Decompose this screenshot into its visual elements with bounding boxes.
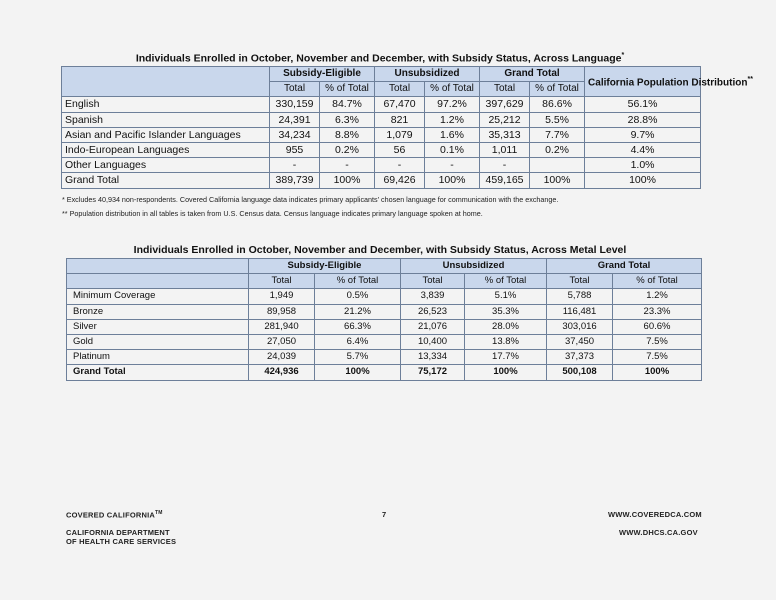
table1-title-footnote-mark: * <box>621 52 625 59</box>
table2-group-header-row <box>67 259 702 274</box>
table2-cell: 35.3% <box>465 304 547 319</box>
table1-cell: 0.2% <box>320 142 375 157</box>
table2-row-label: Grand Total <box>67 365 249 380</box>
table2-cell: 66.3% <box>315 319 401 334</box>
table1-cell: 1.0% <box>585 158 701 173</box>
footer-url-dhcs[interactable]: WWW.DHCS.CA.GOV <box>619 528 698 537</box>
table2-cell: 100% <box>465 365 547 380</box>
table2-cell: 6.4% <box>315 334 401 349</box>
table1-subheader: Total <box>480 82 530 97</box>
table2-cell: 100% <box>315 365 401 380</box>
table1-title-text: Individuals Enrolled in October, November and December, with Subsidy Status, Across Language <box>135 52 622 65</box>
table2-row-label: Minimum Coverage <box>67 289 249 304</box>
table1-row-label: Grand Total <box>62 173 270 188</box>
table2-cell: 500,108 <box>547 365 613 380</box>
table1-cell: 1,011 <box>480 142 530 157</box>
table2-group-header: Subsidy-Eligible <box>249 259 401 274</box>
footer-org-covered-california <box>66 510 163 520</box>
table2-cell: 26,523 <box>401 304 465 319</box>
table2-subheader: Total <box>547 274 613 289</box>
table2-cell: 5.1% <box>465 289 547 304</box>
table2-group-header: Unsubsidized <box>401 259 547 274</box>
table1-row <box>62 142 701 157</box>
table1-group-header: Grand Total <box>480 67 585 82</box>
table2-subheader: % of Total <box>315 274 401 289</box>
table1-row-label: Asian and Pacific Islander Languages <box>62 127 270 142</box>
table2-corner-cell <box>67 259 249 274</box>
table1-cell: 24,391 <box>270 112 320 127</box>
table2-cell: 17.7% <box>465 350 547 365</box>
language-enrollment-table <box>61 66 753 189</box>
table1-cell: 1.2% <box>425 112 480 127</box>
table1-row-label: Other Languages <box>62 158 270 173</box>
table1-cell: 69,426 <box>375 173 425 188</box>
table1-subheader: % of Total <box>425 82 480 97</box>
table1-cell: 100% <box>585 173 701 188</box>
table1-cell: 100% <box>530 173 585 188</box>
page-number: 7 <box>382 510 387 519</box>
table1-cell: 8.8% <box>320 127 375 142</box>
table1-corner-cell <box>62 67 270 97</box>
table2-row-label: Gold <box>67 334 249 349</box>
table1-population-footnote-mark: ** <box>747 76 753 84</box>
table1-cell: 28.8% <box>585 112 701 127</box>
table2-row <box>67 289 702 304</box>
table2-cell: 7.5% <box>613 334 702 349</box>
table2-cell: 0.5% <box>315 289 401 304</box>
table1-cell: 955 <box>270 142 320 157</box>
table2-row <box>67 334 702 349</box>
table2-cell: 28.0% <box>465 319 547 334</box>
table1-cell: 4.4% <box>585 142 701 157</box>
table1-subheader: Total <box>375 82 425 97</box>
table1-row <box>62 158 701 173</box>
table2-row-label: Platinum <box>67 350 249 365</box>
table1-population-header <box>585 67 753 97</box>
table2-cell: 24,039 <box>249 350 315 365</box>
table2-cell: 303,016 <box>547 319 613 334</box>
table1-cell: 1,079 <box>375 127 425 142</box>
table1-row <box>62 127 701 142</box>
table1-population-header-text: California Population Distribution <box>588 77 748 89</box>
table2-cell: 21,076 <box>401 319 465 334</box>
table2-subheader: % of Total <box>465 274 547 289</box>
table2-cell: 23.3% <box>613 304 702 319</box>
footer-org-dhcs-line2: OF HEALTH CARE SERVICES <box>66 537 177 546</box>
table1-cell: 100% <box>425 173 480 188</box>
footnote-nonrespondents: * Excludes 40,934 non-respondents. Covered California language data indicates primary applicants' chosen language for communication with the exchange. <box>62 195 559 204</box>
table1-cell: - <box>320 158 375 173</box>
footnote-census: ** Population distribution in all tables is taken from U.S. Census data. Census language indicates primary language spoken at home. <box>62 209 483 218</box>
table2-cell: 116,481 <box>547 304 613 319</box>
table1-title <box>60 52 700 65</box>
table2-row-label: Silver <box>67 319 249 334</box>
table1-row-label: Spanish <box>62 112 270 127</box>
table2-cell: 60.6% <box>613 319 702 334</box>
table1-cell: 5.5% <box>530 112 585 127</box>
table1-cell: 6.3% <box>320 112 375 127</box>
table1-cell: 0.1% <box>425 142 480 157</box>
table2-cell: 100% <box>613 365 702 380</box>
table1-cell: 1.6% <box>425 127 480 142</box>
table1-cell: 56.1% <box>585 97 701 112</box>
table2-cell: 10,400 <box>401 334 465 349</box>
table1-row-label: Indo-European Languages <box>62 142 270 157</box>
table1-group-header: Subsidy-Eligible <box>270 67 375 82</box>
table1-cell: - <box>480 158 530 173</box>
table1-cell: - <box>425 158 480 173</box>
table1-group-header-row <box>62 67 701 82</box>
table2-cell: 89,958 <box>249 304 315 319</box>
table2-row <box>67 319 702 334</box>
table2-cell: 281,940 <box>249 319 315 334</box>
table2-row-label: Bronze <box>67 304 249 319</box>
footer-url-coveredca[interactable]: WWW.COVEREDCA.COM <box>608 510 702 519</box>
table2-row <box>67 304 702 319</box>
table1-cell: 9.7% <box>585 127 701 142</box>
table2-cell: 3,839 <box>401 289 465 304</box>
table2-cell: 1.2% <box>613 289 702 304</box>
table1-cell: 7.7% <box>530 127 585 142</box>
metal-level-enrollment-table <box>66 258 702 381</box>
footer-org1-text: COVERED CALIFORNIA <box>66 510 156 520</box>
table2-cell: 27,050 <box>249 334 315 349</box>
table2-cell: 37,373 <box>547 350 613 365</box>
table2-subheader: Total <box>401 274 465 289</box>
table2-cell: 37,450 <box>547 334 613 349</box>
table1-row-label: English <box>62 97 270 112</box>
footer-trademark: TM <box>155 510 163 516</box>
table2-corner-cell <box>67 274 249 289</box>
table2-subheader-row <box>67 274 702 289</box>
table2-cell: 5.7% <box>315 350 401 365</box>
table1-cell: 330,159 <box>270 97 320 112</box>
table2-row <box>67 350 702 365</box>
table2-cell: 1,949 <box>249 289 315 304</box>
table1-cell: 0.2% <box>530 142 585 157</box>
table1-cell: 25,212 <box>480 112 530 127</box>
table1-cell: 97.2% <box>425 97 480 112</box>
table1-row <box>62 112 701 127</box>
table1-group-header: Unsubsidized <box>375 67 480 82</box>
table1-subheader: Total <box>270 82 320 97</box>
table1-subheader: % of Total <box>320 82 375 97</box>
table2-cell: 75,172 <box>401 365 465 380</box>
table1-cell: 35,313 <box>480 127 530 142</box>
table2-title: Individuals Enrolled in October, November and December, with Subsidy Status, Across Metal Level <box>133 244 627 256</box>
table2-cell: 424,936 <box>249 365 315 380</box>
table1-cell: 84.7% <box>320 97 375 112</box>
table1-row <box>62 173 701 188</box>
table1-cell: 100% <box>320 173 375 188</box>
table1-cell: - <box>375 158 425 173</box>
footer-org-dhcs-line1: CALIFORNIA DEPARTMENT <box>66 528 170 537</box>
table1-cell: 389,739 <box>270 173 320 188</box>
table2-cell: 13.8% <box>465 334 547 349</box>
table1-cell: 67,470 <box>375 97 425 112</box>
table1-cell <box>530 158 585 173</box>
table1-cell: 34,234 <box>270 127 320 142</box>
table1-cell: 821 <box>375 112 425 127</box>
table2-cell: 7.5% <box>613 350 702 365</box>
table2-group-header: Grand Total <box>547 259 702 274</box>
table2-cell: 13,334 <box>401 350 465 365</box>
table1-cell: - <box>270 158 320 173</box>
table1-cell: 397,629 <box>480 97 530 112</box>
table2-cell: 21.2% <box>315 304 401 319</box>
table1-row <box>62 97 701 112</box>
table2-cell: 5,788 <box>547 289 613 304</box>
table2-row <box>67 365 702 380</box>
table1-cell: 86.6% <box>530 97 585 112</box>
table1-subheader: % of Total <box>530 82 585 97</box>
table2-subheader: % of Total <box>613 274 702 289</box>
table2-subheader: Total <box>249 274 315 289</box>
table1-cell: 459,165 <box>480 173 530 188</box>
table1-cell: 56 <box>375 142 425 157</box>
